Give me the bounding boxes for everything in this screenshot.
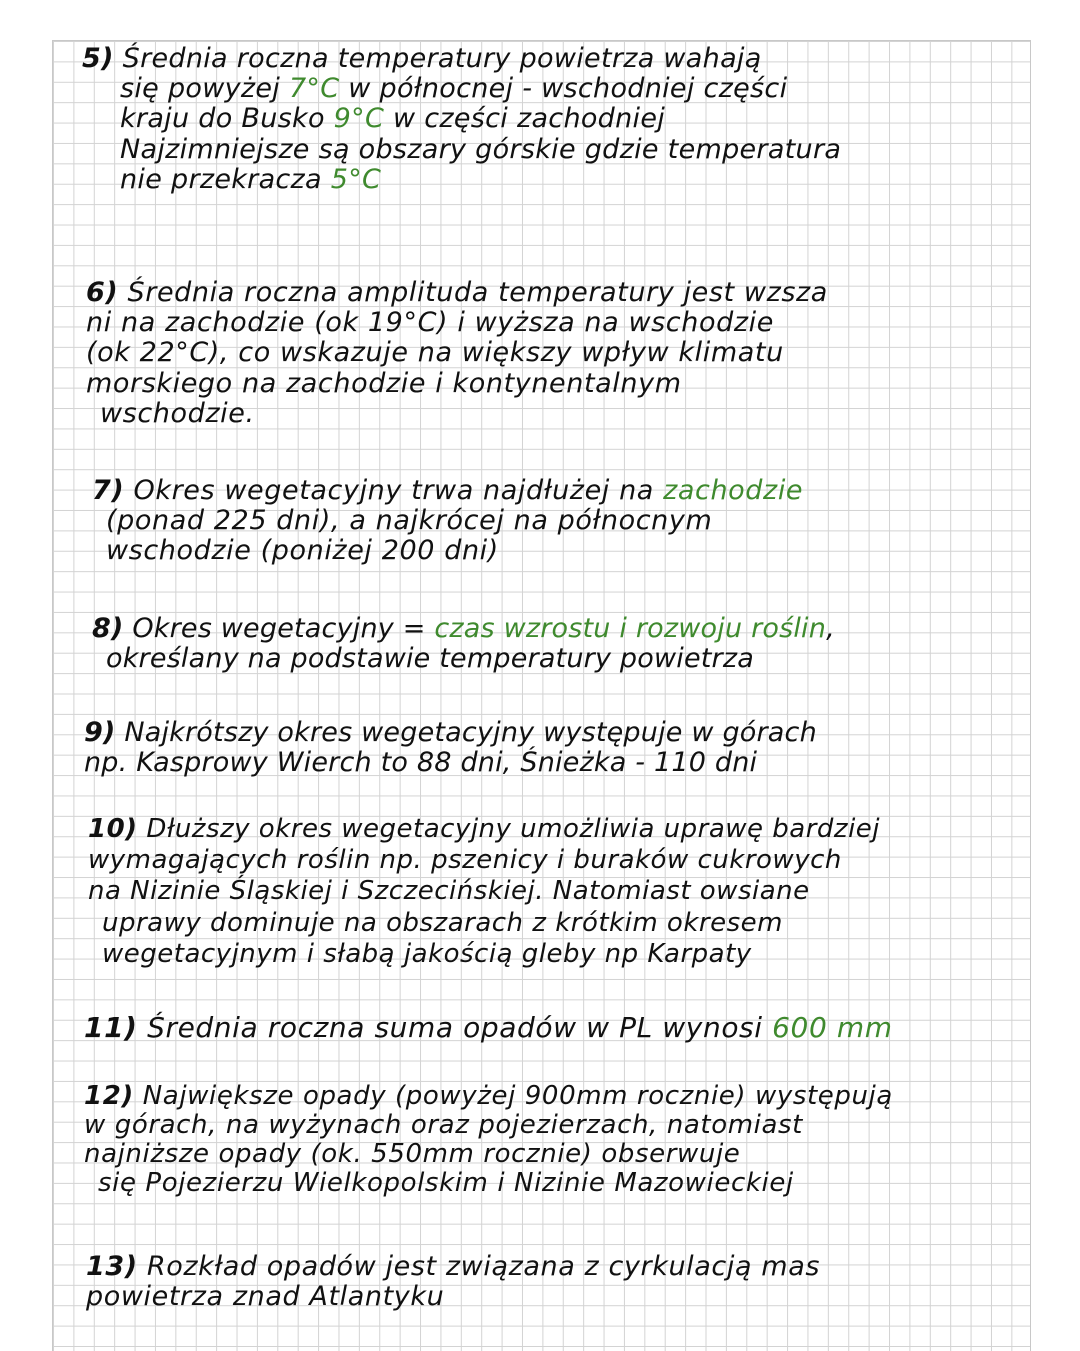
note-text: Najzimniejsze są obszary górskie gdzie temperatura [120,133,842,165]
note-text: Okres wegetacyjny = [132,613,435,644]
note-text: Rozkład opadów jest związana z cyrkulacją mas [146,1251,821,1282]
note-text: (ok 22°C), co wskazuje na większy wpływ klimatu [86,337,784,369]
note-text: w górach, na wyżynach oraz pojezierzach, natomiast [84,1110,803,1141]
note-text: nie przekracza [120,163,331,195]
note-text: ni na zachodzie (ok 19°C) i wyższa na wschodzie [86,307,774,339]
highlighted-value: 7°C [288,73,340,105]
highlighted-value: 600 mm [772,1011,893,1044]
note-9-line-2 [84,748,817,778]
note-number: 5) [82,43,114,74]
note-5-line-3 [82,104,841,134]
note-number: 9) [84,717,116,748]
note-7-line-1 [92,476,803,506]
note-number: 10) [88,814,138,844]
note-12 [84,1082,893,1198]
note-number: 6) [86,277,119,308]
note-12-line-2 [84,1111,893,1140]
note-6-line-3 [86,338,828,368]
note-number: 8) [92,613,124,644]
highlighted-definition: czas wzrostu i rozwoju roślin [434,613,827,644]
note-5-line-1 [82,44,841,74]
note-text: Średnia roczna suma opadów w PL wynosi [147,1011,773,1044]
note-5-line-4 [82,135,841,165]
note-10-line-1 [88,814,880,845]
note-text: wschodzie. [100,397,255,429]
note-text: (ponad 225 dni), a najkrócej na północnym [106,505,713,537]
note-text: określany na podstawie temperatury powietrza [106,643,754,675]
note-text: w części zachodniej [384,103,666,135]
note-10-line-5 [88,939,880,970]
note-text: się powyżej [120,73,289,105]
highlighted-value: 9°C [333,103,385,135]
note-text: np. Kasprowy Wierch to 88 dni, Śnieżka - 110 dni [84,747,758,779]
note-13-line-1 [86,1252,820,1282]
highlighted-value: 5°C [330,163,382,195]
note-number: 12) [84,1081,134,1111]
note-9 [84,718,817,778]
note-text: kraju do Busko [120,103,334,135]
note-10-line-2 [88,845,880,876]
note-6-line-5 [86,399,828,429]
note-7 [92,476,803,567]
note-9-line-1 [84,718,817,748]
note-11 [84,1012,893,1043]
note-5-line-2 [82,74,841,104]
note-text: się Pojezierzu Wielkopolskim i Nizinie Mazowieckiej [98,1168,794,1199]
highlighted-value: zachodzie [663,475,804,506]
note-5 [82,44,841,195]
note-10-line-4 [88,908,880,939]
note-text: Okres wegetacyjny trwa najdłużej na [133,475,664,506]
note-text: uprawy dominuje na obszarach z krótkim okresem [102,907,783,938]
note-text: wymagających roślin np. pszenicy i buraków cukrowych [88,845,842,876]
note-8-line-2 [92,644,835,674]
note-text: w północnej - wschodniej części [339,73,788,105]
note-text: Średnia roczna amplituda temperatury jest wzsza [127,277,828,308]
note-6 [86,278,828,429]
note-6-line-2 [86,308,828,338]
note-7-line-2 [92,506,803,536]
note-8-line-1 [92,614,835,644]
note-number: 7) [92,475,125,506]
note-text: na Nizinie Śląskiej i Szczecińskiej. Natomiast owsiane [88,876,810,907]
note-text: najniższe opady (ok. 550mm rocznie) obserwuje [84,1139,741,1170]
note-11-line-1 [84,1012,893,1043]
note-12-line-4 [84,1169,893,1198]
note-text: Największe opady (powyżej 900mm rocznie) występują [142,1081,893,1111]
note-12-line-3 [84,1140,893,1169]
note-text: powietrza znad Atlantyku [86,1281,445,1313]
note-number: 13) [86,1251,138,1282]
note-5-line-5 [82,165,841,195]
note-6-line-4 [86,369,828,399]
note-text: wegetacyjnym i słabą jakością gleby np Karpaty [102,938,752,969]
note-text: Dłuższy okres wegetacyjny umożliwia uprawę bardziej [146,814,881,844]
note-text: Najkrótszy okres wegetacyjny występuje w górach [124,717,817,748]
note-8 [92,614,835,674]
note-text: , [826,613,835,644]
note-12-line-1 [84,1082,893,1111]
note-text: Średnia roczna temperatury powietrza wahają [122,43,762,74]
note-10-line-3 [88,876,880,907]
note-7-line-3 [92,536,803,566]
note-text: wschodzie (poniżej 200 dni) [106,535,499,567]
note-10 [88,814,880,970]
note-number: 11) [84,1011,138,1044]
note-text: morskiego na zachodzie i kontynentalnym [86,367,682,399]
note-6-line-1 [86,278,828,308]
note-13-line-2 [86,1282,820,1312]
note-13 [86,1252,820,1312]
